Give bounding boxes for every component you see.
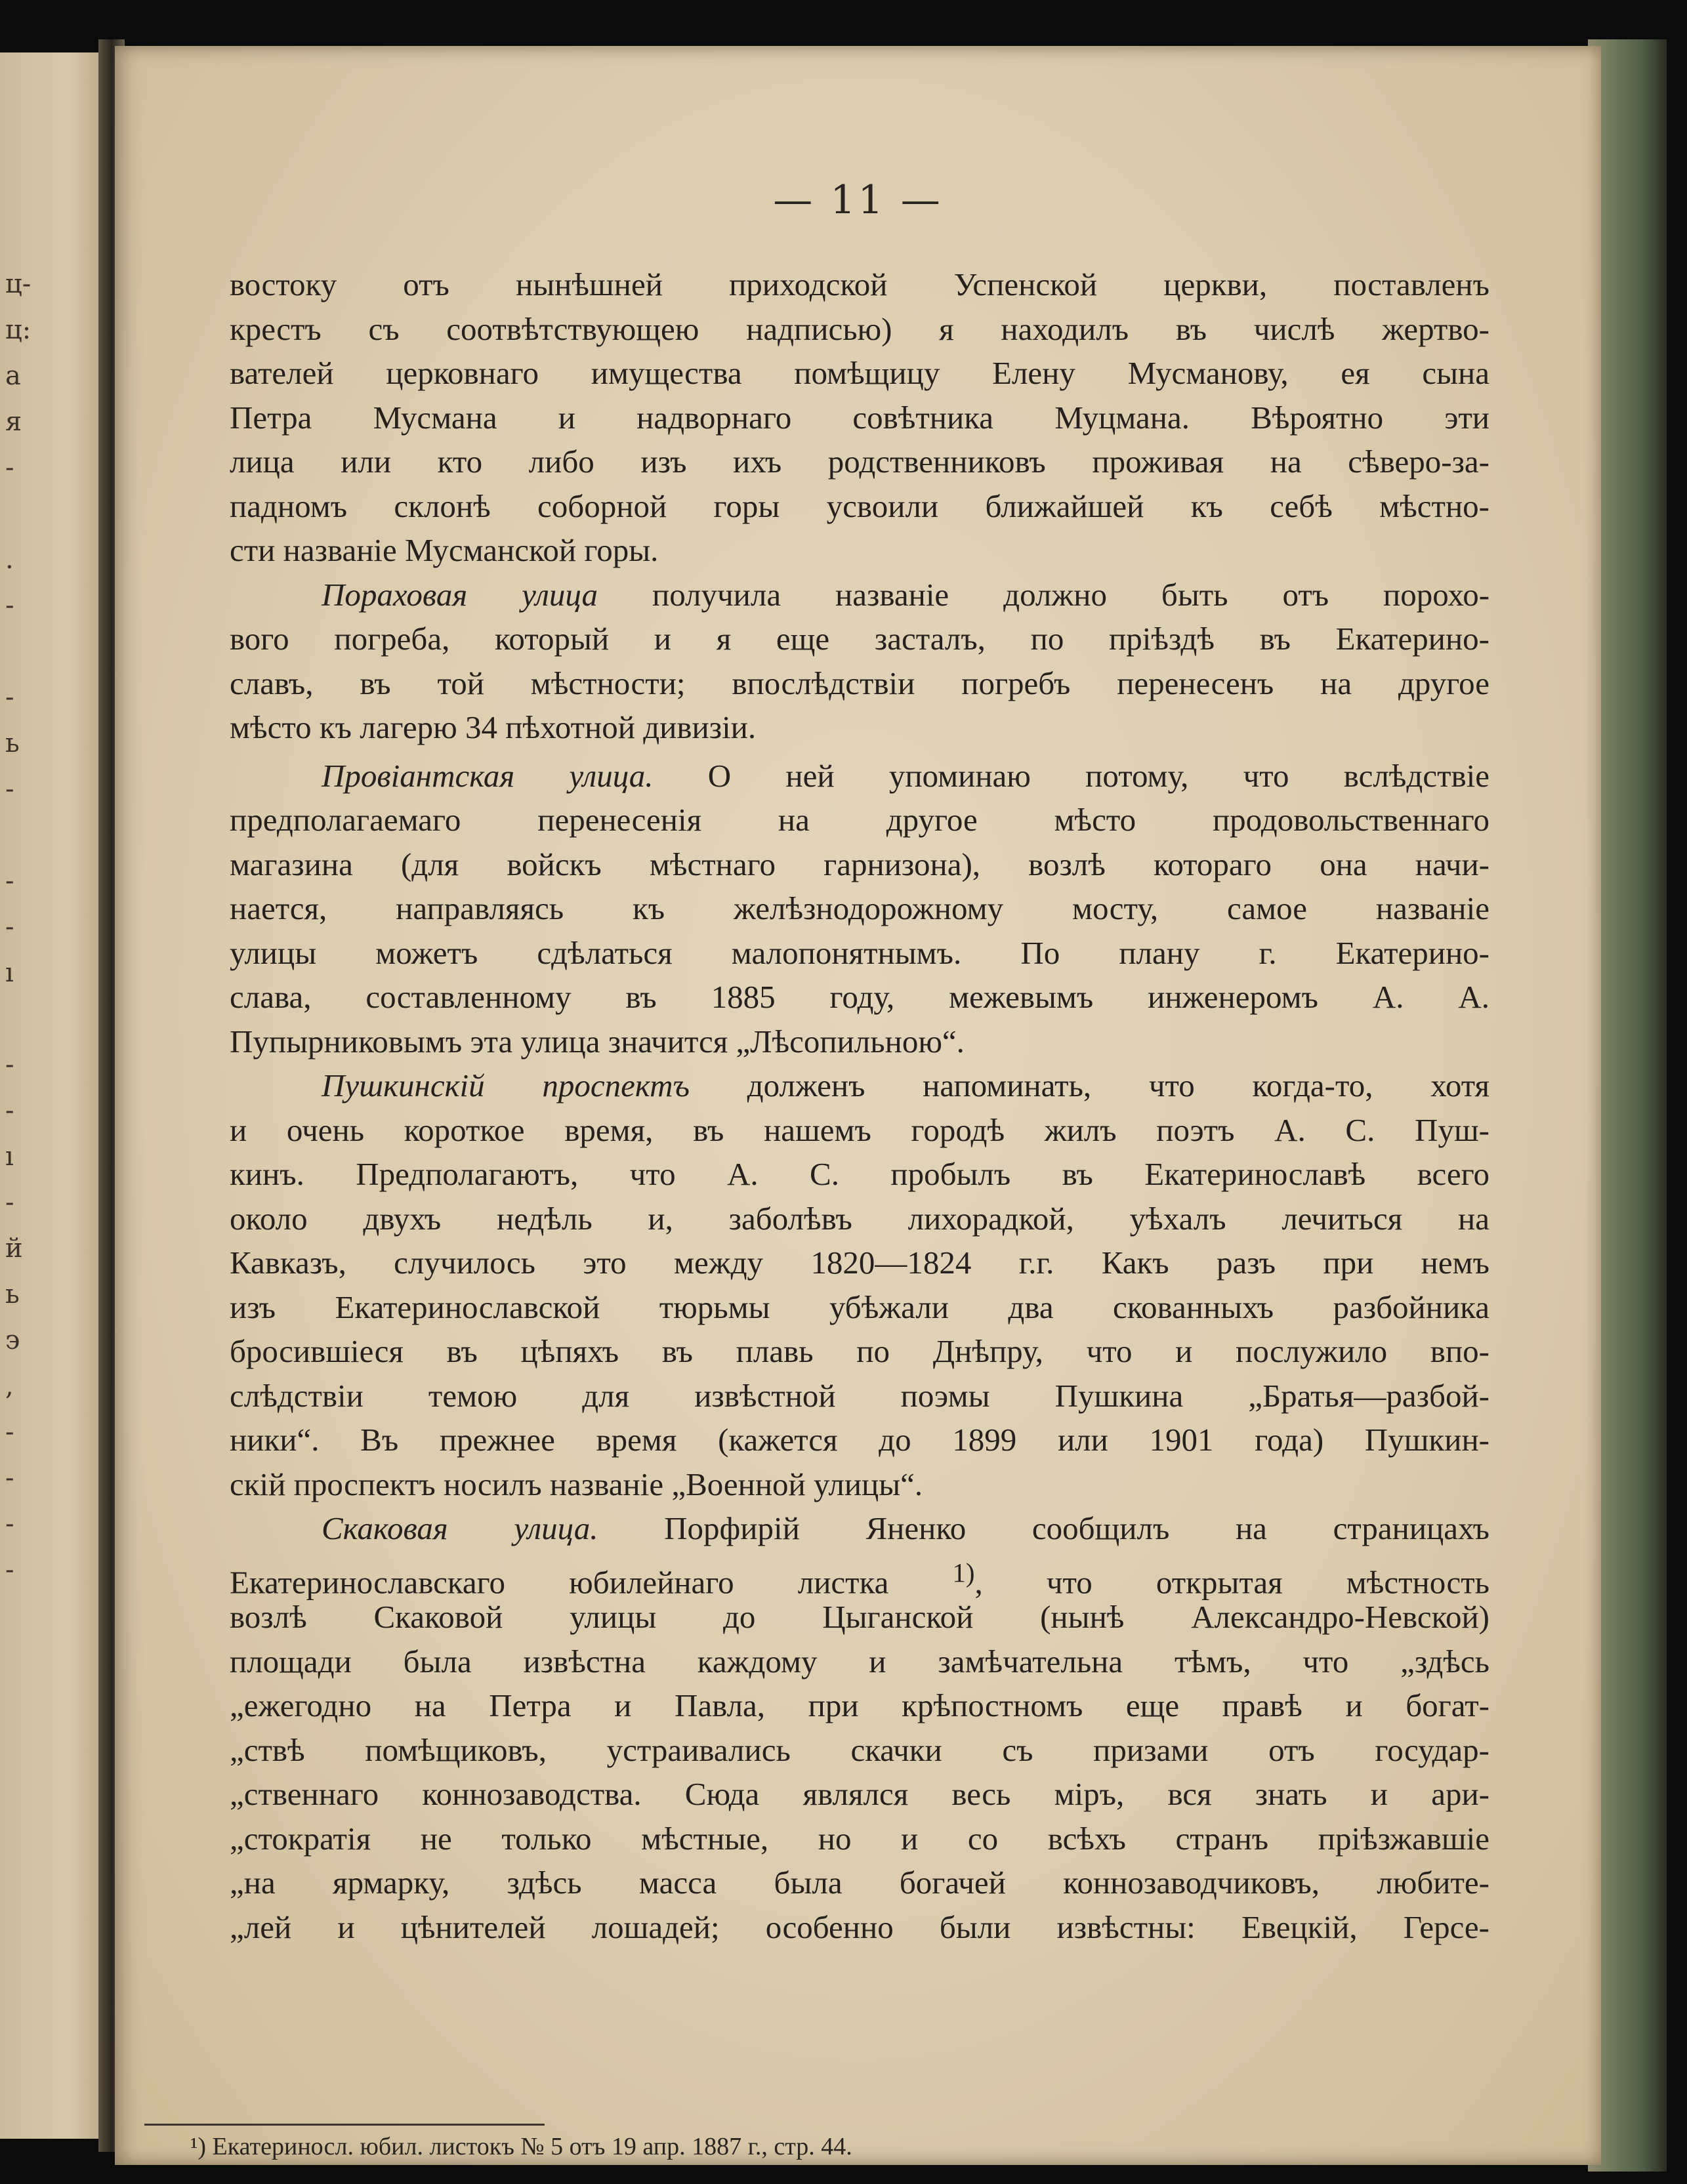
- prev-page-fragment: ц:: [5, 315, 31, 345]
- text-line: „на ярмарку, здѣсь масса была богачей коннозаводчиковъ, любите-: [230, 1865, 1489, 1901]
- text-line: „ежегодно на Петра и Павла, при крѣпостномъ еще правѣ и богат-: [230, 1687, 1489, 1723]
- text-line: скій проспектъ носилъ названіе „Военной улицы“.: [230, 1466, 923, 1502]
- text-line: нается, направляясь къ желѣзнодорожному мосту, самое названіе: [230, 890, 1489, 926]
- text-line-with-footnote: Екатеринославскаго юбилейнаго листка $^{1)}$, что открытая мѣстность: [230, 1557, 1489, 1600]
- text-line: „лей и цѣнителей лошадей; особенно были извѣстны: Евецкій, Герсе-: [230, 1908, 1489, 1945]
- prev-page-fragment: ,: [5, 1371, 14, 1401]
- text-line: слѣдствіи темою для извѣстной поэмы Пушкина „Братья—разбой-: [230, 1377, 1489, 1414]
- prev-page-fragment: -: [5, 590, 14, 621]
- footnote-reference[interactable]: 1): [952, 1557, 975, 1588]
- prev-page-fragment: ь: [5, 1279, 20, 1309]
- text-span: Екатеринославскаго юбилейнаго листка: [230, 1563, 889, 1600]
- text-line: „ствѣ помѣщиковъ, устраивались скачки съ призами отъ государ-: [230, 1731, 1489, 1768]
- street-heading: Пораховая улица: [322, 576, 598, 613]
- paragraph-proviantskaya: [230, 754, 1489, 798]
- footnote-divider: [144, 2124, 545, 2126]
- text-line: Пупырниковымъ эта улица значится „Лѣсопильною“.: [230, 1023, 965, 1060]
- text-line: кинъ. Предполагаютъ, что А. С. пробылъ въ Екатеринославѣ всего: [230, 1156, 1489, 1192]
- street-heading: Пушкинскій проспектъ: [322, 1067, 690, 1103]
- prev-page-fragment: -: [5, 1187, 14, 1218]
- previous-page-edge: [0, 52, 115, 2139]
- text-line: и очень короткое время, въ нашемъ городѣ жилъ поэтъ А. С. Пуш-: [230, 1111, 1489, 1148]
- prev-page-fragment: -: [5, 1555, 14, 1585]
- prev-page-fragment: -: [5, 682, 14, 712]
- paragraph-skakovaya: [230, 1506, 1489, 1551]
- text-line: магазина (для войскъ мѣстнаго гарнизона), возлѣ котораго она начи-: [230, 846, 1489, 882]
- text-line: вателей церковнаго имущества помѣщицу Елену Мусманову, ея сына: [230, 355, 1489, 391]
- text-span: получила названіе должно быть отъ порохо-: [652, 576, 1490, 613]
- prev-page-fragment: -: [5, 1417, 14, 1447]
- prev-page-fragment: ı: [5, 958, 14, 988]
- prev-page-fragment: .: [5, 545, 14, 575]
- text-line: мѣсто къ лагерю 34 пѣхотной дивизіи.: [230, 709, 757, 745]
- text-line: изъ Екатеринославской тюрьмы убѣжали два скованныхъ разбойника: [230, 1288, 1489, 1325]
- prev-page-fragment: -: [5, 774, 14, 804]
- text-line: лица или кто либо изъ ихъ родственниковъ проживая на сѣверо-за-: [230, 443, 1489, 480]
- text-line: крестъ съ соотвѣтствующею надписью) я находилъ въ числѣ жертво-: [230, 310, 1489, 347]
- street-heading: Провіантская улица.: [322, 757, 654, 794]
- text-span: долженъ напоминать, что когда-то, хотя: [747, 1067, 1489, 1103]
- text-line: площади была извѣстна каждому и замѣчательна тѣмъ, что „здѣсь: [230, 1643, 1489, 1679]
- prev-page-fragment: -: [5, 1096, 14, 1126]
- street-heading: Скаковая улица.: [322, 1510, 598, 1546]
- prev-page-fragment: э: [5, 1325, 20, 1355]
- page-number: — 11 —: [773, 177, 943, 223]
- prev-page-fragment: ь: [5, 728, 20, 758]
- text-line: возлѣ Скаковой улицы до Цыганской (нынѣ Александро-Невской): [230, 1599, 1489, 1635]
- text-line: „ственнаго коннозаводства. Сюда являлся весь міръ, вся знать и ари-: [230, 1776, 1489, 1812]
- text-line: улицы можетъ сдѣлаться малопонятнымъ. По плану г. Екатерино-: [230, 934, 1489, 971]
- prev-page-fragment: -: [5, 912, 14, 942]
- text-line: предполагаемаго перенесенія на другое мѣсто продовольственнаго: [230, 802, 1489, 838]
- text-line: падномъ склонѣ соборной горы усвоили ближайшей къ себѣ мѣстно-: [230, 487, 1489, 524]
- text-line: слава, составленному въ 1885 году, межевымъ инженеромъ А. А.: [230, 979, 1489, 1015]
- text-span: Порфирій Яненко сообщилъ на страницахъ: [664, 1510, 1489, 1546]
- text-line: „стократія не только мѣстные, но и со всѣхъ странъ пріѣзжавшіе: [230, 1820, 1489, 1857]
- text-line: вого погреба, который и я еще засталъ, по пріѣздѣ въ Екатерино-: [230, 621, 1489, 657]
- text-line: Кавказъ, случилось это между 1820—1824 г.г. Какъ разъ при немъ: [230, 1245, 1489, 1281]
- prev-page-fragment: -: [5, 1050, 14, 1080]
- prev-page-fragment: я: [5, 407, 22, 437]
- text-line: Петра Мусмана и надворнаго совѣтника Муцмана. Вѣроятно эти: [230, 399, 1489, 436]
- prev-page-fragment: а: [5, 361, 21, 391]
- footnote: ¹) Екатериносл. юбил. листокъ № 5 отъ 19 апр. 1887 г., стр. 44.: [190, 2133, 852, 2160]
- text-line: сти названіе Мусманской горы.: [230, 532, 659, 568]
- prev-page-fragment: -: [5, 453, 14, 483]
- text-line: бросившіеся въ цѣпяхъ въ плавь по Днѣпру, что и послужило впо-: [230, 1333, 1489, 1369]
- prev-page-fragment: й: [5, 1233, 23, 1264]
- prev-page-fragment: ц-: [5, 269, 31, 299]
- page-body: [230, 262, 1489, 1949]
- text-line: славъ, въ той мѣстности; впослѣдствіи погребъ перенесенъ на другое: [230, 665, 1489, 701]
- prev-page-fragment: -: [5, 1463, 14, 1493]
- text-line: востоку отъ нынѣшней приходской Успенской церкви, поставленъ: [230, 266, 1489, 302]
- text-span: О ней упоминаю потому, что вслѣдствіе: [707, 757, 1490, 794]
- paragraph-porakhovaya: [230, 573, 1489, 617]
- text-line: ники“. Въ прежнее время (кажется до 1899 или 1901 года) Пушкин-: [230, 1422, 1489, 1458]
- text-span: что открытая мѣстность: [1046, 1563, 1489, 1600]
- paragraph-pushkinsky: [230, 1063, 1489, 1108]
- prev-page-fragment: ı: [5, 1142, 14, 1172]
- prev-page-fragment: -: [5, 866, 14, 896]
- text-line: около двухъ недѣль и, заболѣвъ лихорадкой, уѣхалъ лечиться на: [230, 1200, 1489, 1237]
- prev-page-fragment: -: [5, 1509, 14, 1539]
- book-page: [115, 46, 1601, 2165]
